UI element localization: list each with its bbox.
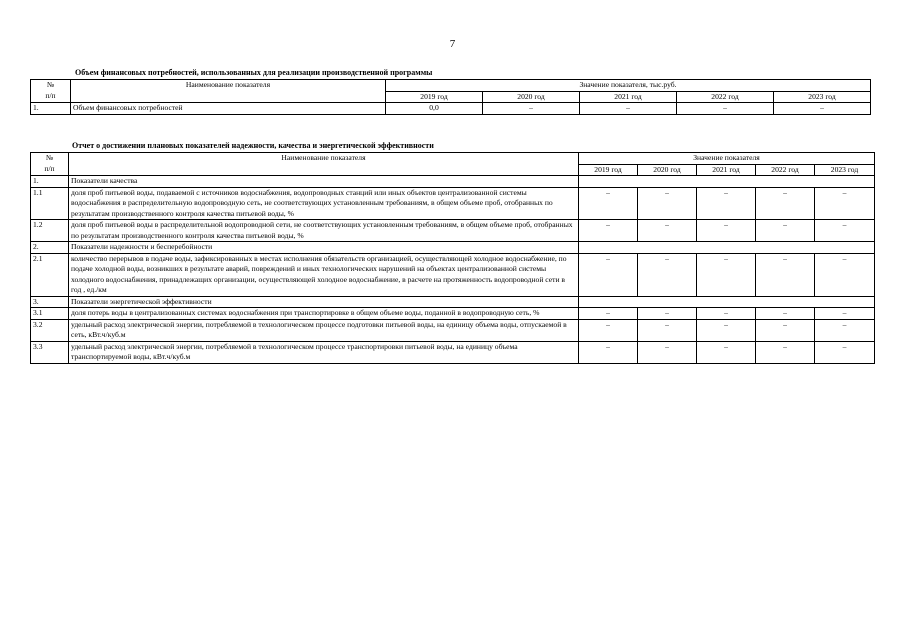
indicator-name: удельный расход электрической энергии, потребляемой в технологическом процессе транспортировки питьевой воды, на единицу объема транспортируемой воды, кВт.ч/куб.м [69,341,579,363]
row-number: 3.3 [31,341,69,363]
indicator-name: доля потерь воды в централизованных системах водоснабжения при транспортировке в общем объеме воды, поданной в водопроводную сеть, % [69,308,579,320]
table2-header-row [31,153,875,165]
performance-indicators-table [30,152,875,364]
year-header: 2022 год [677,91,774,103]
indicator-value: – [756,308,815,320]
table-row [31,253,875,296]
indicator-value: – [697,341,756,363]
table1-num-header [31,80,71,103]
table1-header-row [31,80,871,92]
section-filler [579,242,875,254]
indicator-value: – [579,319,638,341]
year-header: 2019 год [386,91,483,103]
indicator-value: – [756,253,815,296]
num-header-label: № [45,153,54,162]
section-row [31,242,875,254]
indicator-value: – [697,187,756,220]
indicator-value: – [697,308,756,320]
indicator-value: – [756,341,815,363]
indicator-value: – [815,308,875,320]
indicator-name: количество перерывов в подаче воды, зафиксированных в местах исполнения обязательств организацией, осуществляющей холодное водоснабжение, по подаче холодной воды, возникших в результате аварий, повреждений и иных технологических нарушений на объектах централизованной системы холодного водоснабжения, принадлежащих организации, осуществляющей холодное водоснабжение, в расчете на протяженность водопроводной сети в год , ед./км [69,253,579,296]
num-header-label: № [46,80,55,89]
indicator-value: – [579,341,638,363]
indicator-value: – [756,319,815,341]
year-header: 2022 год [756,164,815,176]
indicator-value: – [756,187,815,220]
row-number: 2. [31,242,69,254]
year-header: 2019 год [579,164,638,176]
year-header: 2023 год [774,91,871,103]
indicator-value: – [815,341,875,363]
indicator-value: – [815,253,875,296]
indicator-value: – [697,253,756,296]
indicator-value: – [638,220,697,242]
section-row [31,296,875,308]
indicator-value: – [638,253,697,296]
indicator-value: – [697,220,756,242]
indicator-value: – [638,187,697,220]
table-row [31,103,871,115]
table1-body [31,103,871,115]
row-number: 3. [31,296,69,308]
year-header: 2020 год [483,91,580,103]
indicator-name: Объем финансовых потребностей [71,103,386,115]
table1-value-header: Значение показателя, тыс.руб. [386,80,871,92]
year-header: 2021 год [697,164,756,176]
indicator-value: – [638,308,697,320]
financial-needs-table [30,79,871,115]
indicator-value: – [580,103,677,115]
table-row [31,319,875,341]
table1-title: Объем финансовых потребностей, использованных для реализации производственной программы [75,68,433,77]
section-row [31,176,875,188]
indicator-name: доля проб питьевой воды, подаваемой с источников водоснабжения, водопроводных станций или иных объектов централизованной системы водоснабжения в распределительную водопроводную сеть, не соответствующих установленным требованиям, в общем объеме проб, отобранных по результатам производственного контроля качества питьевой воды, % [69,187,579,220]
row-number: 3.1 [31,308,69,320]
page-number: 7 [449,38,456,50]
row-number: 1.2 [31,220,69,242]
indicator-value: – [638,341,697,363]
num-header-sub: п/п [44,163,55,173]
indicator-value: – [638,319,697,341]
year-header: 2021 год [580,91,677,103]
row-number: 2.1 [31,253,69,296]
section-title: Показатели надежности и бесперебойности [69,242,579,254]
table2-name-header: Наименование показателя [69,153,579,176]
year-header: 2020 год [638,164,697,176]
table2-title: Отчет о достижении плановых показателей надежности, качества и энергетической эффективности [72,141,434,150]
indicator-value: – [774,103,871,115]
table-row [31,308,875,320]
table2-num-header [31,153,69,176]
indicator-value: – [579,308,638,320]
section-filler [579,176,875,188]
indicator-value: – [815,187,875,220]
table-row [31,187,875,220]
section-title: Показатели качества [69,176,579,188]
table-row [31,220,875,242]
section-filler [579,296,875,308]
indicator-name: доля проб питьевой воды в распределительной водопроводной сети, не соответствующих установленным требованиям, в общем объеме проб, отобранных по результатам производственного контроля качества питьевой воды, % [69,220,579,242]
row-number: 1. [31,176,69,188]
num-header-sub: п/п [45,90,56,100]
indicator-value: – [579,253,638,296]
table1-name-header: Наименование показателя [71,80,386,103]
indicator-value: – [697,319,756,341]
indicator-value: – [756,220,815,242]
row-number: 1. [31,103,71,115]
indicator-value: – [579,220,638,242]
indicator-value: – [677,103,774,115]
indicator-value: 0,0 [386,103,483,115]
indicator-value: – [815,220,875,242]
table-row [31,341,875,363]
year-header: 2023 год [815,164,875,176]
indicator-value: – [579,187,638,220]
indicator-name: удельный расход электрической энергии, потребляемой в технологическом процессе подготовки питьевой воды, на единицу объема воды, отпускаемой в сеть, кВт.ч/куб.м [69,319,579,341]
indicator-value: – [815,319,875,341]
indicator-value: – [483,103,580,115]
table2-body [31,176,875,364]
section-title: Показатели энергетической эффективности [69,296,579,308]
row-number: 1.1 [31,187,69,220]
row-number: 3.2 [31,319,69,341]
table2-value-header: Значение показателя [579,153,875,165]
